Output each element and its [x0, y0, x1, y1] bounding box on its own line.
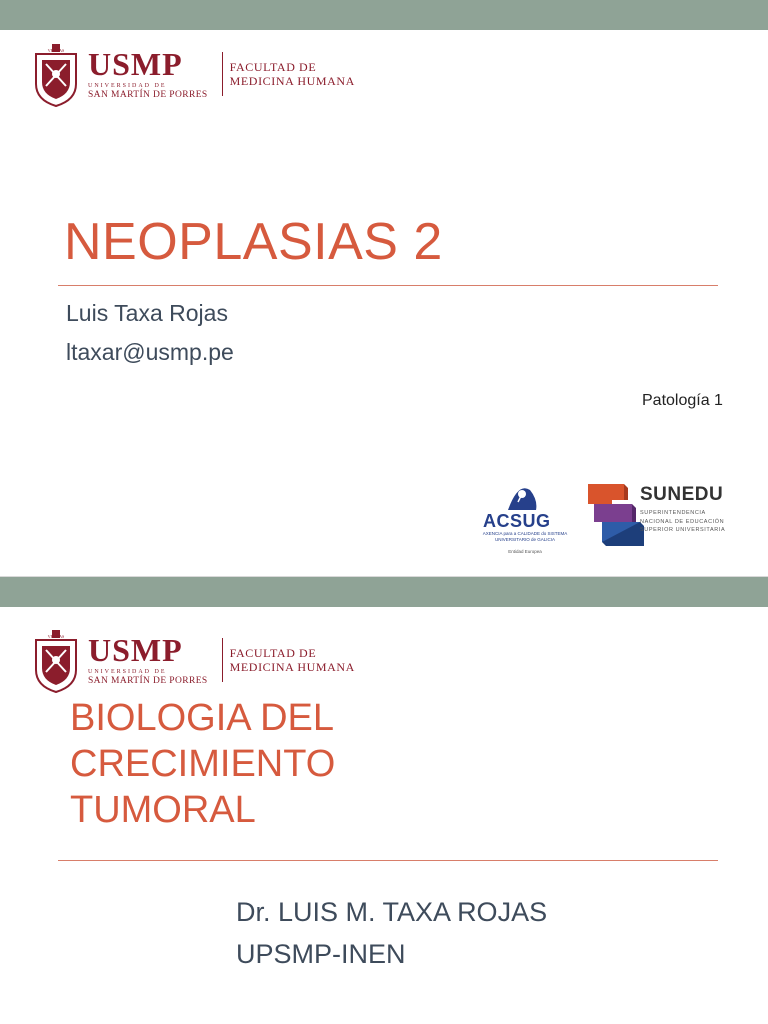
slide-2 [0, 577, 768, 1024]
top-band [0, 0, 768, 30]
sunedu-name: SUNEDU [640, 484, 724, 505]
san-martin-label: SAN MARTÍN DE PORRES [88, 675, 208, 686]
svg-text:VERITAS: VERITAS [47, 634, 65, 639]
acsug-name: ACSUG [483, 511, 551, 531]
acsug-subtitle: AXENCIA para a CALIDADE do SISTEMA UNIVERSITARIO de GALICIA [482, 531, 568, 542]
slide-title: NEOPLASIAS 2 [64, 213, 443, 271]
usmp-name: USMP [88, 45, 183, 82]
faculty-line-2: MEDICINA HUMANA [229, 74, 355, 88]
faculty-label [230, 646, 355, 674]
usmp-header [32, 626, 355, 694]
usmp-name: USMP [88, 631, 183, 668]
usmp-crest-icon [32, 626, 80, 694]
header-divider [222, 52, 223, 96]
faculty-label [230, 60, 355, 88]
author-name: Luis Taxa Rojas [66, 300, 228, 326]
slide-title: BIOLOGIA DEL CRECIMIENTO TUMORAL [70, 697, 336, 831]
sunedu-subtitle: SUPERINTENDENCIA NACIONAL DE EDUCACIÓN SUPERIOR UNIVERSITARIA [640, 510, 726, 533]
top-band [0, 577, 768, 607]
author-email: ltaxar@usmp.pe [66, 339, 234, 365]
faculty-line-1: FACULTAD DE [229, 646, 317, 660]
university-label: UNIVERSIDAD DE [88, 668, 167, 675]
san-martin-label: SAN MARTÍN DE PORRES [88, 89, 208, 100]
title-rule [58, 860, 718, 861]
header-divider [222, 638, 223, 682]
university-label: UNIVERSIDAD DE [88, 82, 167, 89]
institution-label: UPSMP-INEN [236, 939, 406, 969]
usmp-header [32, 40, 355, 108]
usmp-wordmark [88, 45, 208, 101]
title-rule [58, 285, 718, 286]
faculty-line-2: MEDICINA HUMANA [229, 660, 355, 674]
acsug-entity: Entidad Europea [508, 549, 542, 554]
usmp-crest-icon [32, 40, 80, 108]
svg-text:VERITAS: VERITAS [47, 48, 65, 53]
course-label: Patología 1 [642, 392, 723, 409]
presenter-name: Dr. LUIS M. TAXA ROJAS [236, 897, 548, 927]
usmp-wordmark [88, 631, 208, 687]
faculty-line-1: FACULTAD DE [229, 60, 317, 74]
